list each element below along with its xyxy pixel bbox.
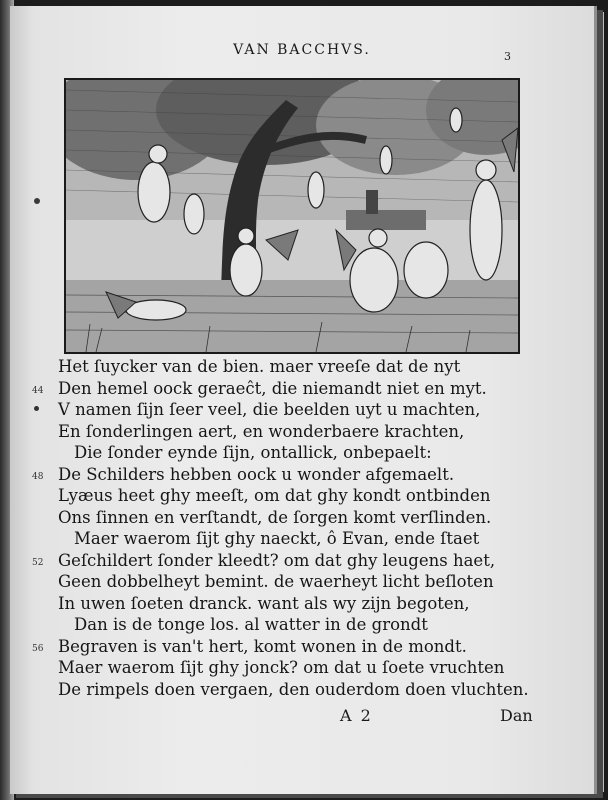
verse-line	[44, 421, 544, 443]
line-number: 52	[32, 557, 44, 568]
verse-line	[44, 442, 544, 464]
verse-block	[32, 356, 544, 700]
verse-line-text: In uwen ſoeten dranck. want als wy zijn begoten,	[58, 593, 470, 613]
verse-line	[44, 657, 544, 679]
signature-mark: A 2	[340, 706, 373, 725]
engraving-bacchus-scene-icon	[66, 80, 518, 352]
verse-line-text: Den hemel oock geraeĉt, die niemandt niet en myt.	[58, 378, 487, 398]
line-number: 48	[32, 471, 44, 482]
verse-line	[44, 679, 544, 701]
verse-line	[44, 399, 544, 421]
verse-line	[32, 378, 544, 400]
verse-line-text: Maer waerom ſijt ghy jonck? om dat u ſoete vruchten	[58, 658, 505, 677]
verse-line-text: De Schilders hebben oock u wonder afgemaelt.	[58, 464, 455, 484]
verse-line-text: Lyæus heet ghy meeſt, om dat ghy kondt ontbinden	[58, 486, 491, 505]
book-page	[10, 6, 597, 794]
verse-line-text: Maer waerom ſijt ghy naeckt, ô Evan, ende ſtaet	[74, 529, 480, 548]
verse-line-text: Geen dobbelheyt bemint. de waerheyt licht beſloten	[58, 572, 494, 591]
verse-line-text: Die ſonder eynde ſijn, ontallick, onbepaelt:	[74, 443, 432, 462]
page-number: 3	[504, 50, 511, 63]
verse-line-text: Geſchildert ſonder kleedt? om dat ghy leugens haet,	[58, 550, 496, 570]
verse-line	[32, 636, 544, 658]
verse-line	[44, 485, 544, 507]
verse-line	[44, 356, 544, 378]
verse-line-text: Het ſuycker van de bien. maer vreeſe dat de nyt	[58, 357, 461, 376]
verse-line	[44, 507, 544, 529]
verse-line	[32, 550, 544, 572]
verse-line-text: En ſonderlingen aert, en wonderbaere krachten,	[58, 421, 465, 441]
verse-line	[44, 528, 544, 550]
verse-line	[44, 614, 544, 636]
engraving-illustration	[64, 78, 520, 354]
verse-line	[44, 593, 544, 615]
verse-line-text: Begraven is van't hert, komt wonen in de mondt.	[58, 636, 467, 656]
verse-line-text: De rimpels doen vergaen, den ouderdom doen vluchten.	[58, 679, 529, 699]
verse-line	[32, 464, 544, 486]
verse-line-text: Dan is de tonge los. al watter in de grondt	[74, 615, 428, 634]
line-number: 56	[32, 643, 44, 654]
bullet-mark	[34, 406, 39, 411]
verse-line	[44, 571, 544, 593]
verse-line-text: V namen ſijn ſeer veel, die beelden uyt u machten,	[58, 400, 481, 419]
verse-line-text: Ons ſinnen en verſtandt, de ſorgen komt verſlinden.	[58, 507, 492, 527]
stain-mark	[34, 198, 40, 204]
line-number: 44	[32, 385, 44, 396]
running-title: VAN BACCHVS.	[233, 42, 371, 58]
catchword: Dan	[500, 706, 533, 725]
